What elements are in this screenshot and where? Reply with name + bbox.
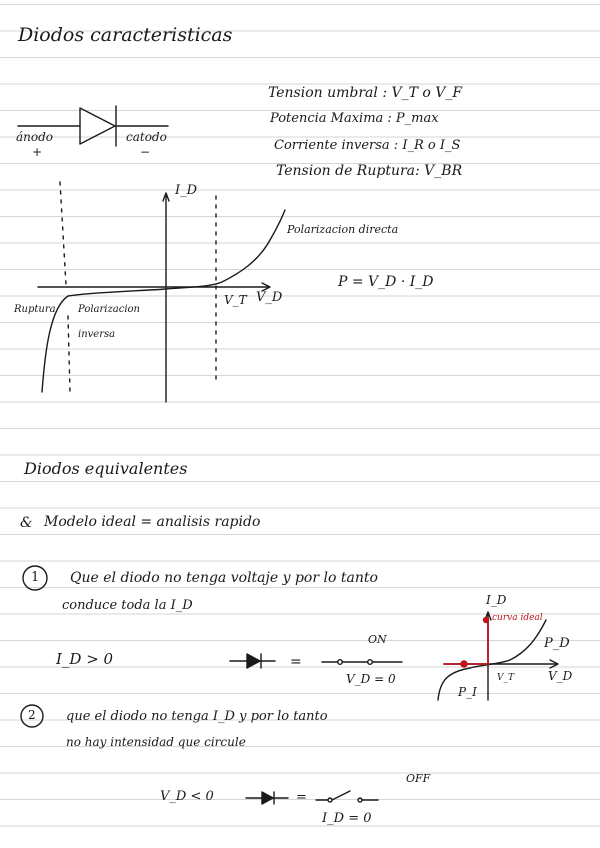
graph2-x-axis-label: V_D — [548, 669, 573, 683]
power-formula: P = V_D · I_D — [338, 274, 434, 290]
anodo-sign: + — [32, 145, 43, 159]
case2-id-zero: I_D = 0 — [322, 811, 372, 826]
ideal-curve-red — [444, 618, 489, 668]
closed-switch — [322, 660, 402, 665]
polarizacion-inversa-label-1: Polarizacion — [78, 304, 140, 315]
graph1-vt-label: V_T — [224, 293, 247, 307]
polarizacion-directa-label: Polarizacion directa — [287, 223, 399, 236]
modelo-ideal-heading: Modelo ideal = analisis rapido — [44, 514, 261, 530]
graph1-y-axis-label: I_D — [175, 183, 198, 198]
section-title-equivalentes: Diodos equivalentes — [24, 459, 188, 478]
case2-line1: que el diodo no tenga I_D y por lo tanto — [66, 709, 328, 724]
reverse-dashed-line — [68, 316, 70, 392]
case1-number: 1 — [31, 570, 40, 585]
graph2-pi-label: P_I — [458, 685, 477, 699]
case1-equals: = — [290, 654, 302, 670]
ruptura-label: Ruptura — [14, 304, 56, 315]
case2-number: 2 — [28, 708, 36, 722]
open-switch — [316, 791, 378, 802]
param-tension-ruptura: Tension de Ruptura: V_BR — [276, 163, 463, 179]
anodo-label: ánodo — [16, 130, 54, 144]
case1-line1: Que el diodo no tenga voltaje y por lo tanto — [70, 570, 378, 586]
catodo-sign: − — [140, 145, 151, 159]
case2-equals: = — [296, 790, 307, 805]
param-potencia-maxima: Potencia Maxima : P_max — [270, 111, 439, 126]
param-tension-umbral: Tension umbral : V_T o V_F — [268, 85, 463, 101]
diode-symbol-off — [246, 792, 288, 804]
case2-line2: no hay intensidad que circule — [66, 735, 246, 749]
graph2-y-axis-label: I_D — [486, 593, 507, 607]
page-title: Diodos caracteristicas — [18, 24, 233, 46]
on-label: ON — [368, 633, 387, 646]
polarizacion-inversa-label-2: inversa — [78, 329, 116, 340]
graph2-vt-label: V_T — [497, 673, 515, 683]
graph2-pd-label: P_D — [544, 636, 570, 651]
section-bullet: & — [20, 515, 33, 531]
iv-curve — [42, 210, 285, 392]
off-label: OFF — [406, 772, 431, 785]
ideal-graph-curve — [438, 620, 546, 700]
graph1-x-axis-label: V_D — [256, 290, 283, 305]
case1-vd-zero: V_D = 0 — [346, 672, 396, 686]
case1-line2: conduce toda la I_D — [62, 598, 193, 613]
catodo-label: catodo — [126, 130, 167, 144]
case2-condition: V_D < 0 — [160, 789, 214, 804]
curva-ideal-label: curva ideal — [492, 613, 543, 623]
diode-symbol-on — [230, 654, 275, 668]
param-corriente-inversa: Corriente inversa : I_R o I_S — [274, 138, 461, 153]
breakdown-dashed-line — [60, 182, 66, 285]
case1-condition: I_D > 0 — [56, 650, 114, 668]
